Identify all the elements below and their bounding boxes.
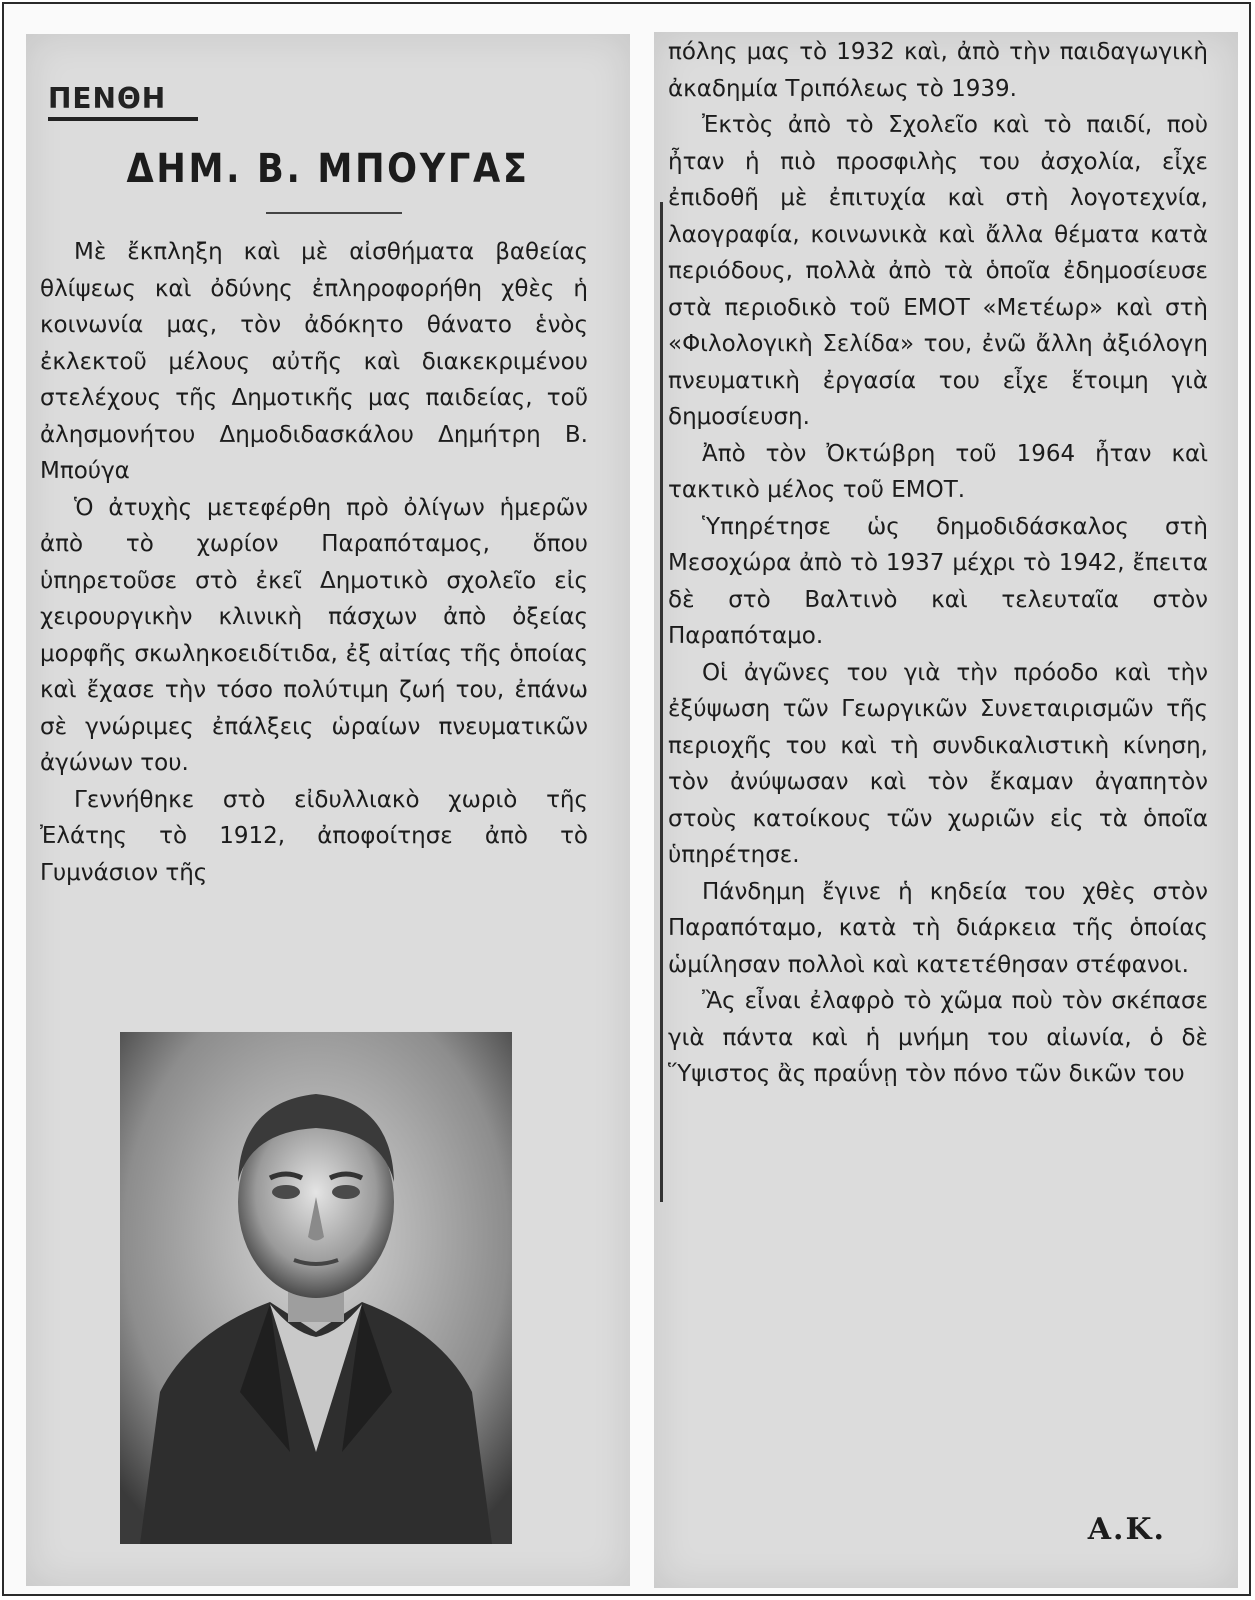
section-label: ΠΕΝΘΗ — [48, 82, 198, 121]
left-column-text — [40, 234, 588, 891]
left-column-clipping — [26, 34, 630, 1586]
paragraph: Ὁ ἀτυχὴς μετεφέρθη πρὸ ὀλίγων ἡμερῶν ἀπὸ τὸ χωρίον Παραπόταμος, ὅπου ὑπηρετοῦσε στὸ ἐκεῖ Δημοτικὸ σχολεῖο εἰς χειρουργικὴν κλινικὴ πάσχων ἀπὸ ὀξείας μορφῆς σκωληκοειδίτιδα, ἐξ αἰτίας τῆς ὁποίας καὶ ἔχασε τὴν τόσο πολύτιμη ζωή του, ἐπάνω σὲ γνώριμες ἐπάλξεις ὡραίων πνευματικῶν ἀγώνων του. — [40, 494, 588, 776]
paragraph: Οἱ ἀγῶνες του γιὰ τὴν πρόοδο καὶ τὴν ἐξύψωση τῶν Γεωργικῶν Συνεταιρισμῶν τῆς περιοχῆς του καὶ τὴ συνδικαλιστικὴ κίνηση, τὸν ἀνύψωσαν καὶ τὸν ἔκαμαν ἀγαπητὸν στοὺς κατοίκους τῶν χωριῶν εἰς τὰ ὁποῖα ὑπηρέτησε. — [668, 659, 1208, 868]
column-rule — [660, 202, 663, 1202]
paragraph: Πάνδημη ἔγινε ἡ κηδεία του χθὲς στὸν Παραπόταμο, κατὰ τὴ διάρκεια τῆς ὁποίας ὡμίλησαν πολλοὶ καὶ κατετέθησαν στέφανοι. — [668, 878, 1208, 978]
paragraph: Ἀπὸ τὸν Ὀκτώβρη τοῦ 1964 ἦταν καὶ τακτικὸ μέλος τοῦ ΕΜΟΤ. — [668, 440, 1208, 503]
right-column-text — [668, 34, 1208, 1093]
right-column-clipping — [654, 32, 1238, 1588]
portrait-photo — [120, 1032, 512, 1544]
paragraph: Ὑπηρέτησε ὡς δημοδιδάσκαλος στὴ Μεσοχώρα ἀπὸ τὸ 1937 μέχρι τὸ 1942, ἔπειτα δὲ στὸ Βαλτινὸ καὶ τελευταῖα στὸν Παραπόταμο. — [668, 513, 1208, 649]
paragraph: Ἂς εἶναι ἐλαφρὸ τὸ χῶμα ποὺ τὸν σκέπασε γιὰ πάντα καὶ ἡ μνήμη του αἰωνία, ὁ δὲ Ὕψιστος ἂς πραΰνῃ τὸν πόνο τῶν δικῶν του — [668, 988, 1208, 1087]
obituary-headline: ΔΗΜ. Β. ΜΠΟΥΓΑΣ — [126, 146, 530, 192]
paragraph: πόλης μας τὸ 1932 καὶ, ἀπὸ τὴν παιδαγωγικὴ ἀκαδημία Τριπόλεως τὸ 1939. — [668, 39, 1208, 102]
paragraph: Μὲ ἔκπληξη καὶ μὲ αἰσθήματα βαθείας θλίψεως καὶ ὀδύνης ἐπληροφορήθη χθὲς ἡ κοινωνία μας, τὸν ἀδόκητο θάνατο ἑνὸς ἐκλεκτοῦ μέλους αὐτῆς καὶ διακεκριμένου στελέχους τῆς Δημοτικῆς μας παιδείας, τοῦ ἀλησμονήτου Δημοδιδασκάλου Δημήτρη Β. Μπούγα — [40, 239, 588, 484]
paragraph: Ἐκτὸς ἀπὸ τὸ Σχολεῖο καὶ τὸ παιδί, ποὺ ἦταν ἡ πιὸ προσφιλὴς του ἀσχολία, εἶχε ἐπιδοθῆ μὲ ἐπιτυχία καὶ στὴ λογοτεχνία, λαογραφία, κοινωνικὰ καὶ ἄλλα θέματα κατὰ περιόδους, πολλὰ ἀπὸ τὰ ὁποῖα ἐδημοσίευσε στὰ περιοδικὸ τοῦ ΕΜΟΤ «Μετέωρ» καὶ στὴ «Φιλολογικὴ Σελίδα» του, ἐνῶ ἄλλη ἀξιόλογη πνευματικὴ ἐργασία του εἶχε ἕτοιμη γιὰ δημοσίευση. — [668, 112, 1208, 430]
paragraph: Γεννήθηκε στὸ εἰδυλλιακὸ χωριὸ τῆς Ἐλάτης τὸ 1912, ἀποφοίτησε ἀπὸ τὸ Γυμνάσιον τῆς — [40, 786, 588, 886]
clipping-frame — [2, 2, 1251, 1596]
title-divider — [266, 212, 402, 214]
author-signature: Α.Κ. — [1087, 1512, 1166, 1547]
